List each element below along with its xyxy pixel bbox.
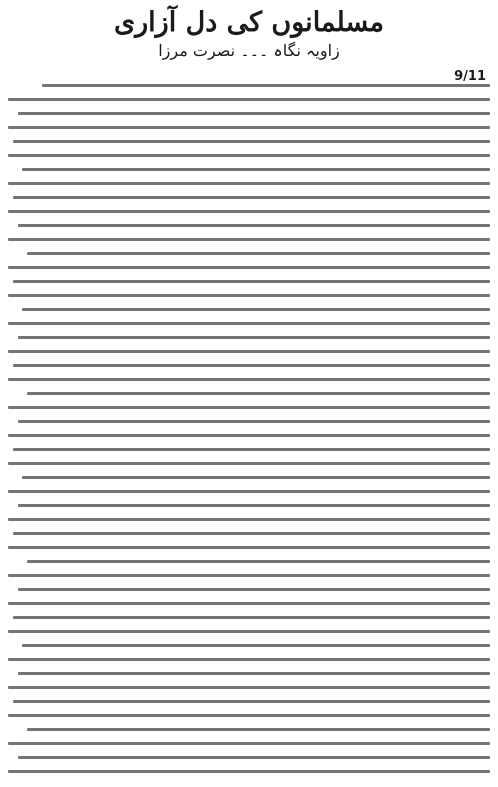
body-text-line — [8, 322, 490, 325]
body-text-line — [13, 196, 490, 199]
body-text-line — [8, 126, 490, 129]
body-text-line — [8, 574, 490, 577]
body-text-line — [8, 490, 490, 493]
body-text-line — [27, 728, 490, 731]
body-text-line — [18, 336, 490, 339]
article-column — [8, 0, 490, 787]
body-text-line — [27, 392, 490, 395]
body-text-line — [8, 350, 490, 353]
body-text-line — [8, 602, 490, 605]
body-text-line — [8, 462, 490, 465]
body-text-line — [18, 756, 490, 759]
body-text-line — [8, 546, 490, 549]
body-text-line — [18, 224, 490, 227]
body-text-line — [18, 112, 490, 115]
body-text-line — [13, 280, 490, 283]
article-dateline: 9/11 — [454, 69, 486, 84]
article-headline: مسلمانوں کی دل آزاری — [113, 7, 385, 38]
body-text-line — [22, 168, 490, 171]
body-text-line — [8, 210, 490, 213]
body-text-line — [13, 364, 490, 367]
article-body-illegible — [8, 84, 490, 781]
body-text-line — [18, 672, 490, 675]
body-text-line — [13, 532, 490, 535]
body-text-line — [8, 770, 490, 773]
body-text-line — [13, 448, 490, 451]
body-text-line — [8, 266, 490, 269]
body-text-line — [8, 294, 490, 297]
body-text-line — [8, 658, 490, 661]
body-text-line — [18, 588, 490, 591]
body-text-line — [8, 630, 490, 633]
body-text-line — [8, 406, 490, 409]
body-text-line — [8, 98, 490, 101]
body-text-line — [22, 476, 490, 479]
body-text-line — [8, 714, 490, 717]
body-text-line — [13, 700, 490, 703]
body-text-line — [8, 434, 490, 437]
body-text-line — [8, 378, 490, 381]
body-text-line — [13, 616, 490, 619]
body-text-line — [27, 560, 490, 563]
body-text-line — [8, 742, 490, 745]
body-text-line — [8, 154, 490, 157]
article-byline: زاویہ نگاہ ۔۔۔ نصرت مرزا — [158, 41, 340, 60]
body-text-line — [42, 84, 490, 87]
body-text-line — [18, 504, 490, 507]
body-text-line — [18, 420, 490, 423]
body-text-line — [22, 308, 490, 311]
body-text-line — [22, 644, 490, 647]
body-text-line — [8, 686, 490, 689]
body-text-line — [8, 518, 490, 521]
body-text-line — [8, 182, 490, 185]
body-text-line — [13, 140, 490, 143]
body-text-line — [27, 252, 490, 255]
body-text-line — [8, 238, 490, 241]
